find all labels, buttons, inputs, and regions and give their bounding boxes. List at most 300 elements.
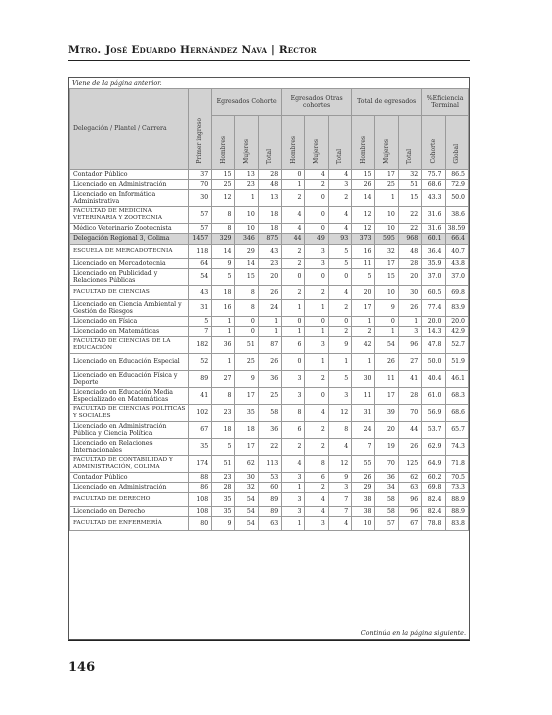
cell-value: 50.0	[445, 190, 469, 207]
cell-value: 54	[235, 507, 258, 517]
cell-value: 0	[282, 269, 305, 286]
cell-value: 82.4	[422, 493, 445, 507]
running-head: Mtro. José Eduardo Hernández Nava | Rector	[68, 44, 317, 56]
cell-value: 10	[352, 517, 375, 531]
row-label: Licenciado en Relaciones Internacionales	[70, 439, 189, 456]
cell-value: 22	[398, 224, 421, 234]
cell-value: 26	[352, 180, 375, 190]
cell-value: 48	[258, 180, 281, 190]
cell-value: 35	[188, 439, 211, 456]
col-mujeres: Mujeres	[375, 116, 398, 170]
cell-value: 3	[282, 507, 305, 517]
cell-value: 0	[282, 317, 305, 327]
cell-value: 7	[188, 327, 211, 337]
cell-value: 17	[352, 300, 375, 317]
cell-value: 32	[398, 170, 421, 180]
cell-value: 5	[212, 269, 235, 286]
group-eficiencia: %Eficiencia Terminal	[422, 89, 469, 116]
cell-value: 1457	[188, 234, 211, 245]
cell-value: 17	[375, 259, 398, 269]
cell-value: 74.3	[445, 439, 469, 456]
table-row	[70, 259, 469, 269]
cell-value: 68.6	[422, 180, 445, 190]
cell-value: 15	[212, 170, 235, 180]
cell-value: 8	[328, 422, 351, 439]
cell-value: 2	[305, 483, 328, 493]
row-label: FACULTAD DE CIENCIAS DE LA EDUCACIÓN	[70, 337, 189, 354]
cell-value: 1	[352, 354, 375, 371]
group-total-egresados: Total de egresados	[352, 89, 422, 116]
cell-value: 22	[258, 439, 281, 456]
cell-value: 5	[212, 439, 235, 456]
table-row	[70, 170, 469, 180]
cell-value: 6	[305, 473, 328, 483]
row-label: Contador Público	[70, 473, 189, 483]
cell-value: 72.9	[445, 180, 469, 190]
col-total: Total	[258, 116, 281, 170]
cell-value: 28	[398, 388, 421, 405]
cell-value: 23	[212, 473, 235, 483]
cell-value: 89	[258, 507, 281, 517]
cell-value: 3	[305, 245, 328, 259]
table-row	[70, 180, 469, 190]
cell-value: 35.9	[422, 259, 445, 269]
cell-value: 1	[282, 180, 305, 190]
cell-value: 329	[212, 234, 235, 245]
cell-value: 35	[235, 405, 258, 422]
cell-value: 23	[235, 180, 258, 190]
cell-value: 1	[328, 354, 351, 371]
cell-value: 2	[328, 327, 351, 337]
cell-value: 0	[375, 317, 398, 327]
cell-value: 77.4	[422, 300, 445, 317]
cell-value: 12	[328, 456, 351, 473]
cell-value: 1	[375, 190, 398, 207]
cell-value: 75.7	[422, 170, 445, 180]
cell-value: 54	[188, 269, 211, 286]
cell-value: 32	[235, 483, 258, 493]
cell-value: 86.5	[445, 170, 469, 180]
row-label: FACULTAD DE MEDICINA VETERINARIA Y ZOOTECNIA	[70, 207, 189, 224]
cell-value: 53	[258, 473, 281, 483]
cell-value: 47.8	[422, 337, 445, 354]
row-label: Licenciado en Ciencia Ambiental y Gestión de Riesgos	[70, 300, 189, 317]
cell-value: 4	[328, 170, 351, 180]
col-primer-ingreso: Primer ingreso	[188, 89, 211, 170]
cell-value: 13	[235, 170, 258, 180]
col-mujeres: Mujeres	[235, 116, 258, 170]
cell-value: 31.6	[422, 224, 445, 234]
cell-value: 125	[398, 456, 421, 473]
cell-value: 26	[398, 300, 421, 317]
cell-value: 0	[282, 170, 305, 180]
cell-value: 28	[212, 483, 235, 493]
cell-value: 43	[188, 286, 211, 300]
cell-value: 52.7	[445, 337, 469, 354]
cell-value: 4	[328, 224, 351, 234]
cell-value: 78.8	[422, 517, 445, 531]
table-row	[70, 405, 469, 422]
cell-value: 29	[352, 483, 375, 493]
cell-value: 58	[258, 405, 281, 422]
group-egresados-otras: Egresados Otras cohortes	[282, 89, 352, 116]
table-row	[70, 388, 469, 405]
cell-value: 69.8	[445, 286, 469, 300]
table-row	[70, 517, 469, 531]
cell-value: 82.4	[422, 507, 445, 517]
cell-value: 0	[305, 190, 328, 207]
table-row	[70, 337, 469, 354]
cell-value: 4	[328, 517, 351, 531]
cell-value: 18	[212, 422, 235, 439]
cell-value: 20	[375, 422, 398, 439]
cell-value: 8	[212, 207, 235, 224]
cell-value: 3	[305, 337, 328, 354]
cell-value: 5	[328, 259, 351, 269]
cell-value: 20	[398, 269, 421, 286]
cell-value: 13	[258, 190, 281, 207]
cell-value: 3	[282, 388, 305, 405]
page-number: 146	[68, 660, 96, 675]
cell-value: 42.9	[445, 327, 469, 337]
cell-value: 23	[212, 405, 235, 422]
col-total: Total	[328, 116, 351, 170]
cell-value: 71.8	[445, 456, 469, 473]
cell-value: 37.0	[445, 269, 469, 286]
cell-value: 44	[282, 234, 305, 245]
cell-value: 87	[258, 337, 281, 354]
cell-value: 62	[235, 456, 258, 473]
cell-value: 63	[258, 517, 281, 531]
cell-value: 44	[398, 422, 421, 439]
cell-value: 4	[305, 405, 328, 422]
cell-value: 66.4	[445, 234, 469, 245]
cell-value: 875	[258, 234, 281, 245]
cell-value: 14	[352, 190, 375, 207]
cell-value: 3	[305, 259, 328, 269]
col-global: Global	[445, 116, 469, 170]
cell-value: 2	[352, 327, 375, 337]
cell-value: 60.1	[422, 234, 445, 245]
row-header: Delegación / Plantel / Carrera	[70, 89, 189, 170]
cell-value: 43.8	[445, 259, 469, 269]
cell-value: 3	[328, 483, 351, 493]
table-row	[70, 507, 469, 517]
cell-value: 68.3	[445, 388, 469, 405]
cell-value: 3	[282, 493, 305, 507]
col-hombres: Hombres	[352, 116, 375, 170]
row-label: ESCUELA DE MERCADOTECNIA	[70, 245, 189, 259]
cell-value: 64.9	[422, 456, 445, 473]
cell-value: 58	[375, 507, 398, 517]
cell-value: 62.9	[422, 439, 445, 456]
cell-value: 86	[188, 483, 211, 493]
cell-value: 1	[212, 354, 235, 371]
cell-value: 57	[375, 517, 398, 531]
continued-from-note: Viene de la página anterior.	[72, 79, 162, 87]
cell-value: 0	[328, 317, 351, 327]
cell-value: 20.0	[445, 317, 469, 327]
cell-value: 41	[188, 388, 211, 405]
row-label: Licenciado en Administración	[70, 483, 189, 493]
col-hombres: Hombres	[282, 116, 305, 170]
cell-value: 83.8	[445, 517, 469, 531]
footer-rule	[68, 640, 470, 641]
cell-value: 20	[258, 269, 281, 286]
cell-value: 18	[258, 224, 281, 234]
cell-value: 968	[398, 234, 421, 245]
cell-value: 118	[188, 245, 211, 259]
cell-value: 50.0	[422, 354, 445, 371]
row-label: Licenciado en Administración	[70, 180, 189, 190]
cell-value: 68.6	[445, 405, 469, 422]
row-label: Licenciado en Mercadotecnia	[70, 259, 189, 269]
cell-value: 67	[188, 422, 211, 439]
cell-value: 373	[352, 234, 375, 245]
cell-value: 10	[375, 207, 398, 224]
cell-value: 2	[282, 190, 305, 207]
cell-value: 39	[375, 405, 398, 422]
cell-value: 2	[305, 180, 328, 190]
cell-value: 182	[188, 337, 211, 354]
cell-value: 26	[398, 439, 421, 456]
cell-value: 1	[352, 317, 375, 327]
cell-value: 38	[352, 493, 375, 507]
cell-value: 595	[375, 234, 398, 245]
cell-value: 2	[305, 371, 328, 388]
cell-value: 25	[235, 354, 258, 371]
cell-value: 0	[305, 388, 328, 405]
cell-value: 25	[375, 180, 398, 190]
cell-value: 24	[258, 300, 281, 317]
cell-value: 70	[398, 405, 421, 422]
cell-value: 54	[375, 337, 398, 354]
cell-value: 32	[375, 245, 398, 259]
cell-value: 15	[352, 170, 375, 180]
cell-value: 1	[305, 327, 328, 337]
cell-value: 40.7	[445, 245, 469, 259]
col-total: Total	[398, 116, 421, 170]
cell-value: 35	[212, 507, 235, 517]
cell-value: 346	[235, 234, 258, 245]
cell-value: 19	[375, 439, 398, 456]
table-row	[70, 483, 469, 493]
cell-value: 46.1	[445, 371, 469, 388]
cell-value: 17	[235, 439, 258, 456]
cell-value: 69.8	[422, 483, 445, 493]
cell-value: 2	[282, 259, 305, 269]
cell-value: 17	[375, 170, 398, 180]
cell-value: 52	[188, 354, 211, 371]
cell-value: 2	[305, 422, 328, 439]
cell-value: 88.9	[445, 507, 469, 517]
cell-value: 10	[235, 207, 258, 224]
cell-value: 51	[212, 456, 235, 473]
cell-value: 36	[258, 422, 281, 439]
row-label: Licenciado en Educación Física y Deporte	[70, 371, 189, 388]
cell-value: 40.4	[422, 371, 445, 388]
graduates-table	[69, 88, 469, 531]
cell-value: 2	[282, 439, 305, 456]
cell-value: 12	[212, 190, 235, 207]
cell-value: 93	[328, 234, 351, 245]
row-label: Licenciado en Derecho	[70, 507, 189, 517]
cell-value: 11	[352, 259, 375, 269]
row-label: Licenciado en Informática Administrativa	[70, 190, 189, 207]
cell-value: 25	[212, 180, 235, 190]
cell-value: 0	[305, 224, 328, 234]
row-label: FACULTAD DE ENFERMERÍA	[70, 517, 189, 531]
cell-value: 10	[375, 224, 398, 234]
cell-value: 0	[235, 327, 258, 337]
cell-value: 11	[375, 371, 398, 388]
cell-value: 16	[352, 245, 375, 259]
cell-value: 23	[258, 259, 281, 269]
table-row	[70, 473, 469, 483]
cell-value: 11	[352, 388, 375, 405]
table-body	[70, 170, 469, 531]
cell-value: 5	[328, 245, 351, 259]
cell-value: 9	[235, 371, 258, 388]
cell-value: 1	[212, 317, 235, 327]
cell-value: 4	[305, 507, 328, 517]
cell-value: 9	[212, 259, 235, 269]
cell-value: 1	[258, 317, 281, 327]
cell-value: 38.6	[445, 207, 469, 224]
cell-value: 49	[305, 234, 328, 245]
cell-value: 20.0	[422, 317, 445, 327]
cell-value: 0	[305, 207, 328, 224]
cell-value: 8	[212, 224, 235, 234]
cell-value: 58	[375, 493, 398, 507]
cell-value: 43	[258, 245, 281, 259]
cell-value: 65.7	[445, 422, 469, 439]
cell-value: 36.4	[422, 245, 445, 259]
cell-value: 35	[212, 493, 235, 507]
cell-value: 26	[375, 354, 398, 371]
cell-value: 17	[375, 388, 398, 405]
cell-value: 43.3	[422, 190, 445, 207]
cell-value: 31.6	[422, 207, 445, 224]
group-egresados-cohorte: Egresados Cohorte	[212, 89, 282, 116]
cell-value: 3	[282, 473, 305, 483]
cell-value: 5	[188, 317, 211, 327]
cell-value: 8	[282, 405, 305, 422]
row-label: FACULTAD DE CIENCIAS	[70, 286, 189, 300]
row-label: Delegación Regional 3, Colima	[70, 234, 189, 245]
cell-value: 12	[328, 405, 351, 422]
cell-value: 1	[398, 317, 421, 327]
cell-value: 51	[398, 180, 421, 190]
table-row	[70, 371, 469, 388]
cell-value: 73.3	[445, 483, 469, 493]
cell-value: 88	[188, 473, 211, 483]
row-label: FACULTAD DE CIENCIAS POLÍTICAS Y SOCIALES	[70, 405, 189, 422]
cell-value: 57	[188, 207, 211, 224]
cell-value: 25	[258, 388, 281, 405]
cell-value: 96	[398, 337, 421, 354]
cell-value: 70.5	[445, 473, 469, 483]
cell-value: 37.0	[422, 269, 445, 286]
cell-value: 3	[398, 327, 421, 337]
cell-value: 4	[282, 456, 305, 473]
cell-value: 26	[352, 473, 375, 483]
cell-value: 54	[235, 493, 258, 507]
cell-value: 1	[282, 517, 305, 531]
cell-value: 48	[398, 245, 421, 259]
cell-value: 4	[328, 286, 351, 300]
table-row	[70, 493, 469, 507]
row-label: Licenciado en Física	[70, 317, 189, 327]
cell-value: 22	[398, 207, 421, 224]
cell-value: 60	[258, 483, 281, 493]
cell-value: 63	[398, 483, 421, 493]
cell-value: 9	[212, 517, 235, 531]
cell-value: 62	[398, 473, 421, 483]
cell-value: 12	[352, 224, 375, 234]
cell-value: 102	[188, 405, 211, 422]
cell-value: 60.5	[422, 286, 445, 300]
cell-value: 2	[282, 245, 305, 259]
cell-value: 15	[375, 269, 398, 286]
cell-value: 18	[258, 207, 281, 224]
cell-value: 80	[188, 517, 211, 531]
cell-value: 24	[352, 422, 375, 439]
cell-value: 36	[212, 337, 235, 354]
cell-value: 2	[328, 190, 351, 207]
cell-value: 0	[305, 269, 328, 286]
cell-value: 26	[258, 286, 281, 300]
cell-value: 0	[328, 269, 351, 286]
cell-value: 89	[188, 371, 211, 388]
cell-value: 0	[235, 317, 258, 327]
cell-value: 70	[188, 180, 211, 190]
cell-value: 0	[282, 354, 305, 371]
cell-value: 1	[282, 300, 305, 317]
table-row	[70, 224, 469, 234]
cell-value: 0	[305, 317, 328, 327]
cell-value: 42	[352, 337, 375, 354]
cell-value: 2	[282, 286, 305, 300]
table-row	[70, 286, 469, 300]
cell-value: 64	[188, 259, 211, 269]
col-cohorte: Cohorte	[422, 116, 445, 170]
cell-value: 1	[282, 327, 305, 337]
cell-value: 31	[188, 300, 211, 317]
cell-value: 1	[212, 327, 235, 337]
cell-value: 26	[258, 354, 281, 371]
cell-value: 30	[235, 473, 258, 483]
cell-value: 1	[282, 483, 305, 493]
cell-value: 34	[375, 483, 398, 493]
cell-value: 4	[305, 170, 328, 180]
cell-value: 3	[305, 517, 328, 531]
cell-value: 15	[235, 269, 258, 286]
cell-value: 15	[398, 190, 421, 207]
cell-value: 38	[352, 507, 375, 517]
cell-value: 53.7	[422, 422, 445, 439]
cell-value: 113	[258, 456, 281, 473]
header-rule	[68, 60, 470, 61]
cell-value: 28	[258, 170, 281, 180]
cell-value: 30	[398, 286, 421, 300]
cell-value: 9	[375, 300, 398, 317]
cell-value: 1	[305, 354, 328, 371]
cell-value: 17	[235, 388, 258, 405]
cell-value: 2	[305, 286, 328, 300]
cell-value: 6	[282, 337, 305, 354]
cell-value: 55	[352, 456, 375, 473]
